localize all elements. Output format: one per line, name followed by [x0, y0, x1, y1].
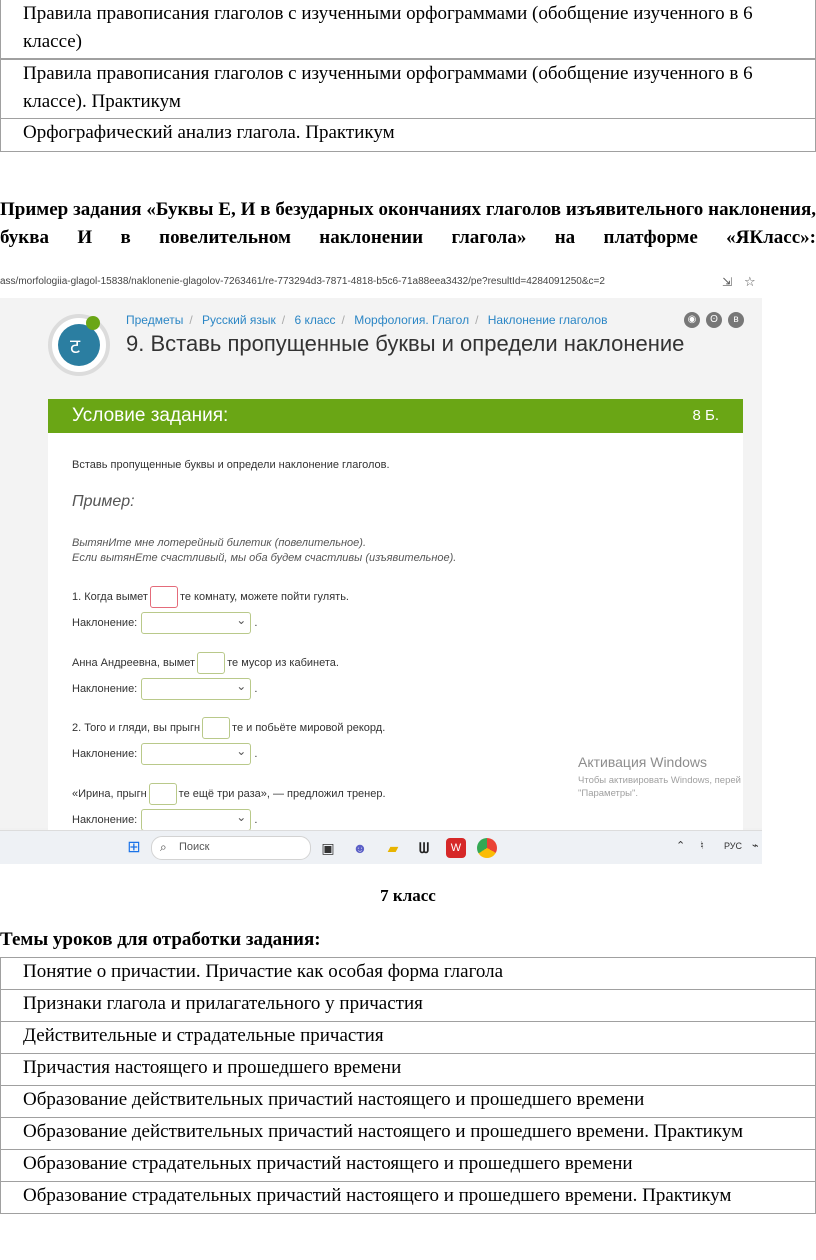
- mood-select[interactable]: [141, 809, 251, 831]
- breadcrumb-item[interactable]: Морфология. Глагол: [354, 313, 470, 327]
- example-label: Пример:: [72, 493, 135, 510]
- theme-text: Образование действительных причастий настоящего и прошедшего времени: [23, 1089, 645, 1110]
- lesson-row: [0, 118, 816, 152]
- theme-text: Причастия настоящего и прошедшего времени: [23, 1057, 402, 1078]
- theme-row: [0, 1021, 816, 1054]
- mood-select[interactable]: [141, 612, 251, 634]
- lesson-text: Правила правописания глаголов с изученными орфограммами (обобщение изученного в 6 классе): [23, 3, 753, 52]
- theme-row: [0, 1181, 816, 1214]
- chat-icon: ट: [70, 336, 81, 358]
- badge-icon: [86, 316, 100, 330]
- mood-line: [72, 809, 257, 831]
- windows-activation-title: Активация Windows: [578, 754, 708, 770]
- theme-text: Образование страдательных причастий настоящего и прошедшего времени. Практикум: [23, 1185, 732, 1206]
- social-icon-1[interactable]: ◉: [684, 312, 700, 328]
- language-indicator[interactable]: РУС: [724, 841, 743, 851]
- task-text: те мусор из кабинета.: [227, 656, 339, 669]
- taskbar-search[interactable]: [151, 836, 311, 860]
- search-icon: ⌕: [160, 840, 167, 854]
- theme-row: [0, 1117, 816, 1150]
- mood-select[interactable]: [141, 743, 251, 765]
- theme-text: Понятие о причастии. Причастие как особая форма глагола: [23, 961, 504, 982]
- letter-input[interactable]: [150, 586, 178, 608]
- office-icon[interactable]: W: [446, 838, 466, 858]
- instruction-text: Вставь пропущенные буквы и определи наклонение глаголов.: [72, 459, 390, 471]
- letter-input[interactable]: [149, 783, 177, 805]
- example-heading: Пример задания «Буквы Е, И в безударных окончаниях глаголов изъявительного наклонения, буква И в повелительном наклонении глагола» на платформе «ЯКласс»:: [0, 199, 816, 248]
- theme-row: [0, 1053, 816, 1086]
- mood-label: Наклонение:: [72, 682, 138, 695]
- task-text: те комнату, можете пойти гулять.: [179, 590, 349, 603]
- task-text: те ещё три раза», — предложил тренер.: [178, 787, 386, 800]
- task-text: «Ирина, прыгн: [72, 787, 147, 800]
- theme-text: Образование страдательных причастий настоящего и прошедшего времени: [23, 1153, 633, 1174]
- vk-icon[interactable]: в: [728, 312, 744, 328]
- search-placeholder: Поиск: [179, 841, 210, 853]
- task-line: [72, 586, 349, 608]
- dot: .: [254, 682, 258, 695]
- chevron-up-icon[interactable]: ⌃: [676, 840, 686, 852]
- url-text: ass/morfologiia-glagol-15838/naklonenie-glagolov-7263461/re-773294d3-7871-4818-b5c6-71a88eea3432/pe?resultId=4284091250&c=2: [0, 276, 605, 287]
- task-text: 2. Того и гляди, вы прыгн: [72, 721, 201, 734]
- breadcrumb-item[interactable]: 6 класс: [294, 313, 336, 327]
- lesson-text: Орфографический анализ глагола. Практикум: [23, 122, 395, 143]
- mood-line: [72, 678, 257, 700]
- yaklass-logo: [48, 314, 110, 376]
- windows-activation-line: "Параметры".: [578, 788, 639, 799]
- task-card: [48, 433, 743, 833]
- breadcrumb-item[interactable]: Предметы: [126, 313, 184, 327]
- breadcrumb: Предметы / Русский язык / 6 класс / Морфология. Глагол / Наклонение глаголов: [126, 313, 608, 327]
- theme-row: [0, 989, 816, 1022]
- task-line: [72, 783, 386, 805]
- theme-row: [0, 957, 816, 990]
- breadcrumb-item[interactable]: Наклонение глаголов: [487, 313, 608, 327]
- microphone-icon[interactable]: ♮: [700, 840, 704, 852]
- letter-input[interactable]: [202, 717, 230, 739]
- lesson-text: Правила правописания глаголов с изученными орфограммами (обобщение изученного в 6 классе). Практикум: [23, 63, 753, 112]
- theme-row: [0, 1149, 816, 1182]
- theme-text: Образование действительных причастий настоящего и прошедшего времени. Практикум: [23, 1121, 744, 1142]
- task-line: [72, 652, 339, 674]
- ok-icon[interactable]: ʘ: [706, 312, 722, 328]
- task-line: [72, 717, 385, 739]
- dot: .: [254, 813, 258, 826]
- theme-text: Признаки глагола и прилагательного у причастия: [23, 993, 423, 1014]
- task-view-icon[interactable]: ▣: [321, 840, 335, 856]
- mood-select[interactable]: [141, 678, 251, 700]
- app-icon[interactable]: ᗯ: [418, 840, 430, 856]
- task-page: [0, 298, 762, 828]
- install-icon[interactable]: ⇲: [722, 275, 733, 289]
- wifi-icon[interactable]: ⌁: [752, 840, 759, 852]
- taskbar: [0, 830, 762, 864]
- class-heading: 7 класс: [380, 886, 436, 905]
- points-badge: 8 Б.: [692, 407, 719, 424]
- logo-icon: [58, 324, 100, 366]
- themes-heading: Темы уроков для отработки задания:: [0, 929, 321, 950]
- teams-icon[interactable]: ☻: [352, 840, 368, 856]
- condition-header: [48, 399, 743, 433]
- browser-url-bar[interactable]: [0, 268, 762, 299]
- windows-activation-line: Чтобы активировать Windows, перей: [578, 775, 741, 786]
- mood-label: Наклонение:: [72, 747, 138, 760]
- platform-screenshot: [0, 268, 762, 864]
- windows-start-icon[interactable]: ⊞: [127, 839, 141, 856]
- task-text: 1. Когда вымет: [72, 590, 148, 603]
- lesson-row: [0, 59, 816, 119]
- breadcrumb-item[interactable]: Русский язык: [202, 313, 276, 327]
- page-title: 9. Вставь пропущенные буквы и определи наклонение: [126, 331, 685, 356]
- example-line: Если вытянЕте счастливый, мы оба будем счастливы (изъявительное).: [72, 552, 457, 564]
- task-text: те и побьёте мировой рекорд.: [232, 721, 386, 734]
- lesson-row: [0, 0, 816, 59]
- mood-label: Наклонение:: [72, 813, 138, 826]
- theme-text: Действительные и страдательные причастия: [23, 1025, 384, 1046]
- mood-line: [72, 743, 257, 765]
- dot: .: [254, 616, 258, 629]
- dot: .: [254, 747, 258, 760]
- windows-activation-sub: [578, 774, 741, 800]
- mood-label: Наклонение:: [72, 616, 138, 629]
- condition-label: Условие задания:: [72, 405, 229, 426]
- letter-input[interactable]: [197, 652, 225, 674]
- theme-row: [0, 1085, 816, 1118]
- folder-icon[interactable]: ▰: [387, 840, 399, 856]
- star-icon[interactable]: ☆: [744, 274, 756, 289]
- example-line: ВытянИте мне лотерейный билетик (повелительное).: [72, 537, 367, 549]
- task-text: Анна Андреевна, вымет: [72, 656, 196, 669]
- mood-line: [72, 612, 257, 634]
- chrome-icon[interactable]: [477, 838, 497, 858]
